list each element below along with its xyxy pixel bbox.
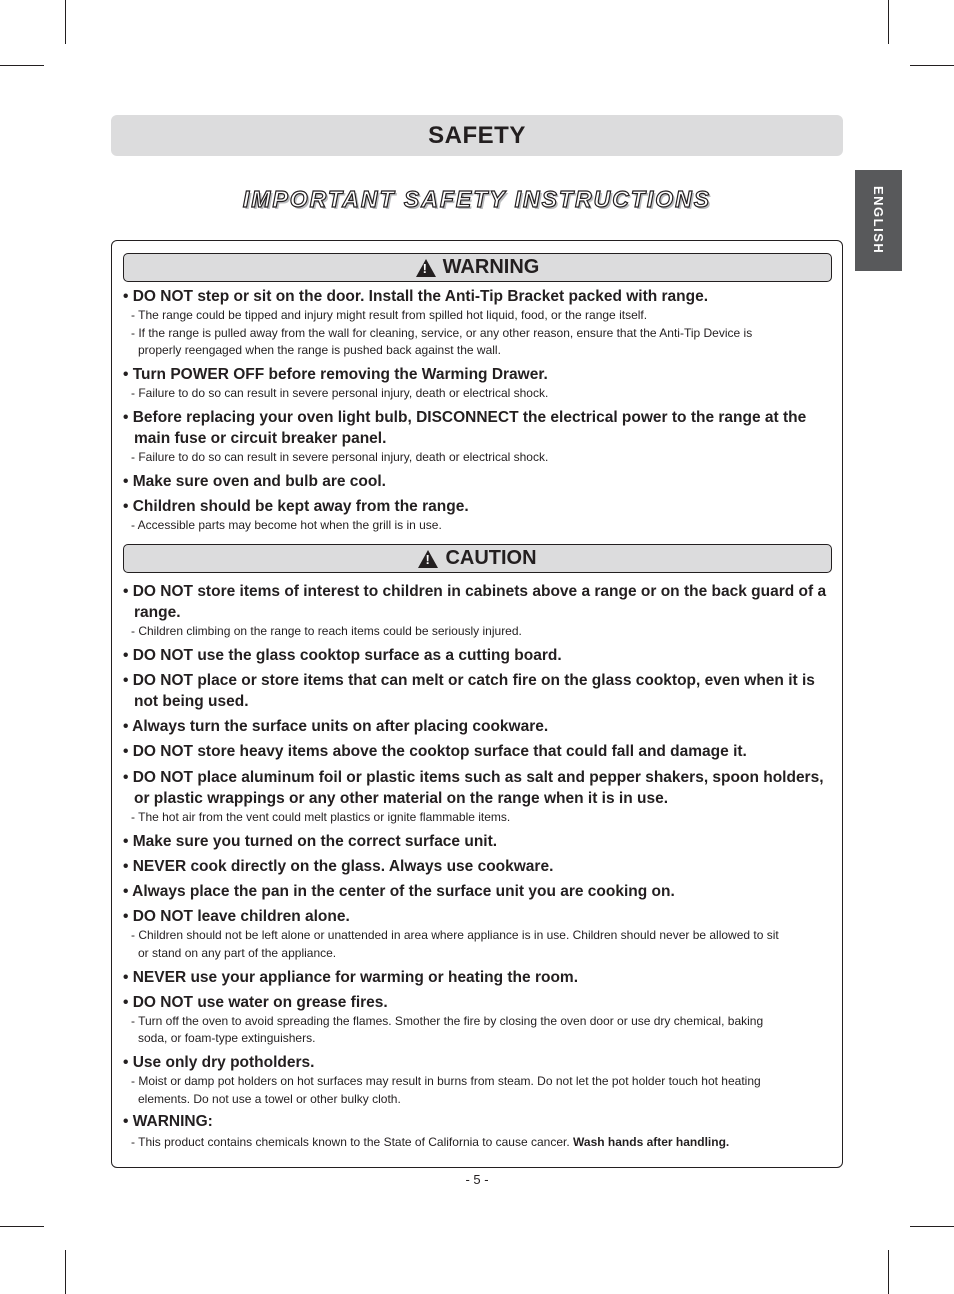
caution-subitem: - Children climbing on the range to reach items could be seriously injured.	[131, 624, 522, 638]
caution-bullet: • Always place the pan in the center of the surface unit you are cooking on.	[123, 883, 675, 900]
caution-bullet: • DO NOT store items of interest to children in cabinets above a range or on the back guard of a	[123, 583, 827, 600]
page-number: - 5 -	[465, 1172, 489, 1187]
caution-bullet: or plastic wrappings or any other material on the range when it is in use.	[134, 790, 669, 807]
warning-subitem: properly reengaged when the range is pushed back against the wall.	[138, 343, 501, 357]
warning-subitem: - If the range is pulled away from the wall for cleaning, service, or any other reason, ensure that the Anti-Tip Device is	[131, 326, 753, 340]
caution-final-note	[131, 1134, 831, 1152]
caution-bullet: • NEVER use your appliance for warming or heating the room.	[123, 969, 579, 986]
caution-subitem: - Turn off the oven to avoid spreading the flames. Smother the fire by closing the oven door or use dry chemical, baking	[131, 1014, 764, 1028]
caution-subitem: elements. Do not use a towel or other bulky cloth.	[138, 1092, 401, 1106]
caution-subitem: - Children should not be left alone or unattended in area where appliance is in use. Children should never be allowed to sit	[131, 928, 779, 942]
caution-bullet: • DO NOT place or store items that can melt or catch fire on the glass cooktop, even when it is	[123, 672, 815, 689]
crop-mark	[910, 1226, 954, 1227]
crop-mark	[888, 1250, 889, 1294]
page-subtitle: IMPORTANT SAFETY INSTRUCTIONS	[242, 186, 712, 212]
warning-triangle-icon	[418, 550, 438, 568]
caution-subitem: - Moist or damp pot holders on hot surfaces may result in burns from steam. Do not let the pot holder touch hot heating	[131, 1074, 761, 1088]
warning-bullet: • Make sure oven and bulb are cool.	[123, 473, 386, 490]
caution-label: CAUTION	[445, 547, 537, 569]
warning-label: WARNING	[442, 256, 540, 278]
warning-bullet: main fuse or circuit breaker panel.	[134, 430, 387, 447]
crop-mark	[0, 65, 44, 66]
warning-triangle-icon	[416, 259, 436, 277]
warning-subitem: - Accessible parts may become hot when the grill is in use.	[131, 518, 442, 532]
warning-bullet: • Children should be kept away from the range.	[123, 498, 469, 515]
caution-bullet: • NEVER cook directly on the glass. Always use cookware.	[123, 858, 554, 875]
warning-bullet: • DO NOT step or sit on the door. Install the Anti-Tip Bracket packed with range.	[123, 288, 709, 305]
crop-mark	[65, 0, 66, 44]
caution-bullet: • WARNING:	[123, 1113, 213, 1130]
crop-mark	[888, 0, 889, 44]
caution-bullet: • DO NOT store heavy items above the cooktop surface that could fall and damage it.	[123, 743, 747, 760]
crop-mark	[910, 65, 954, 66]
section-title: SAFETY	[428, 121, 526, 149]
caution-subitem: - The hot air from the vent could melt plastics or ignite flammable items.	[131, 810, 511, 824]
caution-subitem: soda, or foam-type extinguishers.	[138, 1031, 316, 1045]
caution-bullet: • DO NOT use water on grease fires.	[123, 994, 388, 1011]
crop-mark	[65, 1250, 66, 1294]
warning-subitem: - Failure to do so can result in severe personal injury, death or electrical shock.	[131, 386, 549, 400]
caution-bullet: range.	[134, 604, 181, 621]
caution-subitem: or stand on any part of the appliance.	[138, 946, 337, 960]
crop-mark	[0, 1226, 44, 1227]
warning-bullet: • Turn POWER OFF before removing the Warming Drawer.	[123, 366, 548, 383]
final-note-bold: Wash hands after handling.	[573, 1135, 730, 1149]
caution-bullet: • DO NOT place aluminum foil or plastic items such as salt and pepper shakers, spoon holders,	[123, 769, 824, 786]
final-note-text: - This product contains chemicals known to the State of California to cause cancer.	[131, 1135, 574, 1149]
warning-bullet: • Before replacing your oven light bulb, DISCONNECT the electrical power to the range at the	[123, 409, 807, 426]
warning-subitem: - The range could be tipped and injury might result from spilled hot liquid, food, or the range itself.	[131, 308, 648, 322]
caution-bullet: not being used.	[134, 693, 249, 710]
section-title-bar	[111, 115, 843, 156]
warning-subitem: - Failure to do so can result in severe personal injury, death or electrical shock.	[131, 450, 549, 464]
caution-bullet: • DO NOT leave children alone.	[123, 908, 350, 925]
caution-bullet: • Use only dry potholders.	[123, 1054, 315, 1071]
caution-bullet: • Always turn the surface units on after placing cookware.	[123, 718, 549, 735]
caution-bullet: • Make sure you turned on the correct surface unit.	[123, 833, 498, 850]
caution-header	[123, 544, 832, 573]
caution-bullet: • DO NOT use the glass cooktop surface as a cutting board.	[123, 647, 562, 664]
language-tab-label: ENGLISH	[871, 186, 886, 255]
warning-header	[123, 253, 832, 282]
